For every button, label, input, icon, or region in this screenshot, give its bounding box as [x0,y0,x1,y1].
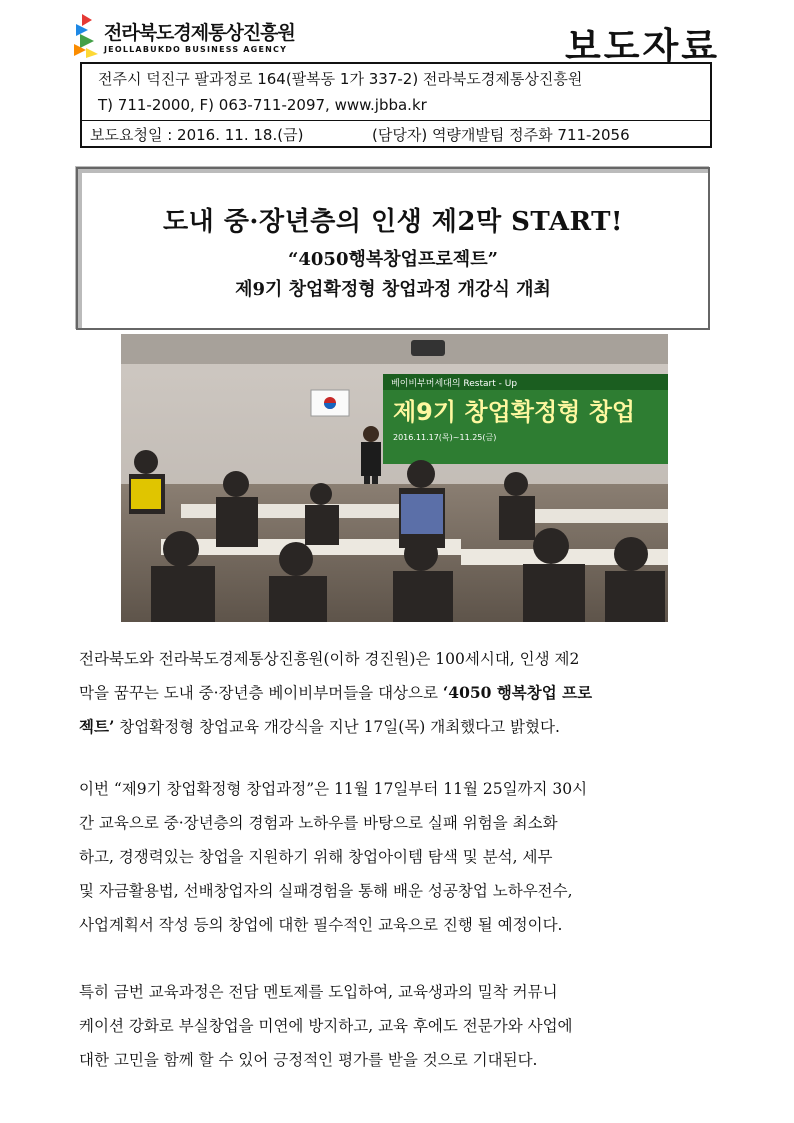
banner-date-text: 2016.11.17(목)~11.25(금) [393,433,497,442]
body-paragraph-3 [79,975,717,1077]
org-logo [74,12,295,62]
paragraph-line: 케이션 강화로 부실창업을 미연에 방지하고, 교육 후에도 전문가와 사업에 [79,1017,573,1035]
org-name: 전라북도경제통상진흥원 [104,22,295,44]
paragraph-line: 하고, 경쟁력있는 창업을 지원하기 위해 창업아이템 탐색 및 분석, 세무 [79,848,553,866]
paragraph-line: 이번 “제9기 창업확정형 창업과정”은 11월 17일부터 11월 25일까지 30시 [79,780,588,798]
headline: 도내 중·장년층의 인생 제2막 START! [163,207,623,237]
org-name-en: JEOLLABUKDO BUSINESS AGENCY [104,45,288,54]
contact-person: (담당자) 역량개발팀 정주화 711-2056 [372,126,630,144]
body-paragraph-2 [79,772,717,942]
paragraph-line [79,710,717,744]
paragraph-line: 사업계획서 작성 등의 창업에 대한 필수적인 교육으로 진행 될 예정이다. [79,916,563,934]
body-paragraph-1 [79,642,717,744]
paragraph-line: 특히 금번 교육과정은 전담 멘토제를 도입하여, 교육생과의 밀착 커뮤니 [79,983,558,1001]
subheadline-project: “4050행복창업프로젝트” [288,249,498,270]
paragraph-line: 및 자금활용법, 선배창업자의 실패경험을 통해 배운 성공창업 노하우전수, [79,882,573,900]
banner-small-text: 베이비부머세대의 Restart - Up [391,379,518,389]
org-logo-mark-icon [74,14,100,58]
event-photo-illustration [121,334,668,622]
request-date: 보도요청일 : 2016. 11. 18.(금) [90,126,304,144]
project-name-highlight: ‘4050 행복창업 프로 [442,683,593,702]
event-photo [121,334,668,622]
banner-main-text: 제9기 창업확정형 창업 [393,398,636,426]
paragraph-line: 전라북도와 전라북도경제통상진흥원(이하 경진원)은 100세시대, 인생 제2 [79,650,580,668]
info-divider [82,120,710,121]
contact-line: T) 711-2000, F) 063-711-2097, www.jbba.kr [98,96,427,114]
address-line: 전주시 덕진구 팔과정로 164(팔복동 1가 337-2) 전라북도경제통상진흥원 [98,70,583,88]
paragraph-text: 막을 꿈꾸는 도내 중·장년층 베이비부머들을 대상으로 [79,684,443,702]
subheadline-event: 제9기 창업확정형 창업과정 개강식 개최 [235,279,551,300]
info-box [80,62,712,148]
project-name-highlight-cont: 젝트’ [79,717,115,736]
document-type: 보도자료 [565,25,720,68]
paragraph-line: 간 교육으로 중·장년층의 경험과 노하우를 바탕으로 실패 위험을 최소화 [79,814,558,832]
paragraph-line: 대한 고민을 함께 할 수 있어 긍정적인 평가를 받을 것으로 기대된다. [79,1051,538,1069]
paragraph-line [79,676,717,710]
paragraph-text: 창업확정형 창업교육 개강식을 지난 17일(목) 개최했다고 밝혔다. [114,718,560,736]
headline-box [76,167,710,330]
